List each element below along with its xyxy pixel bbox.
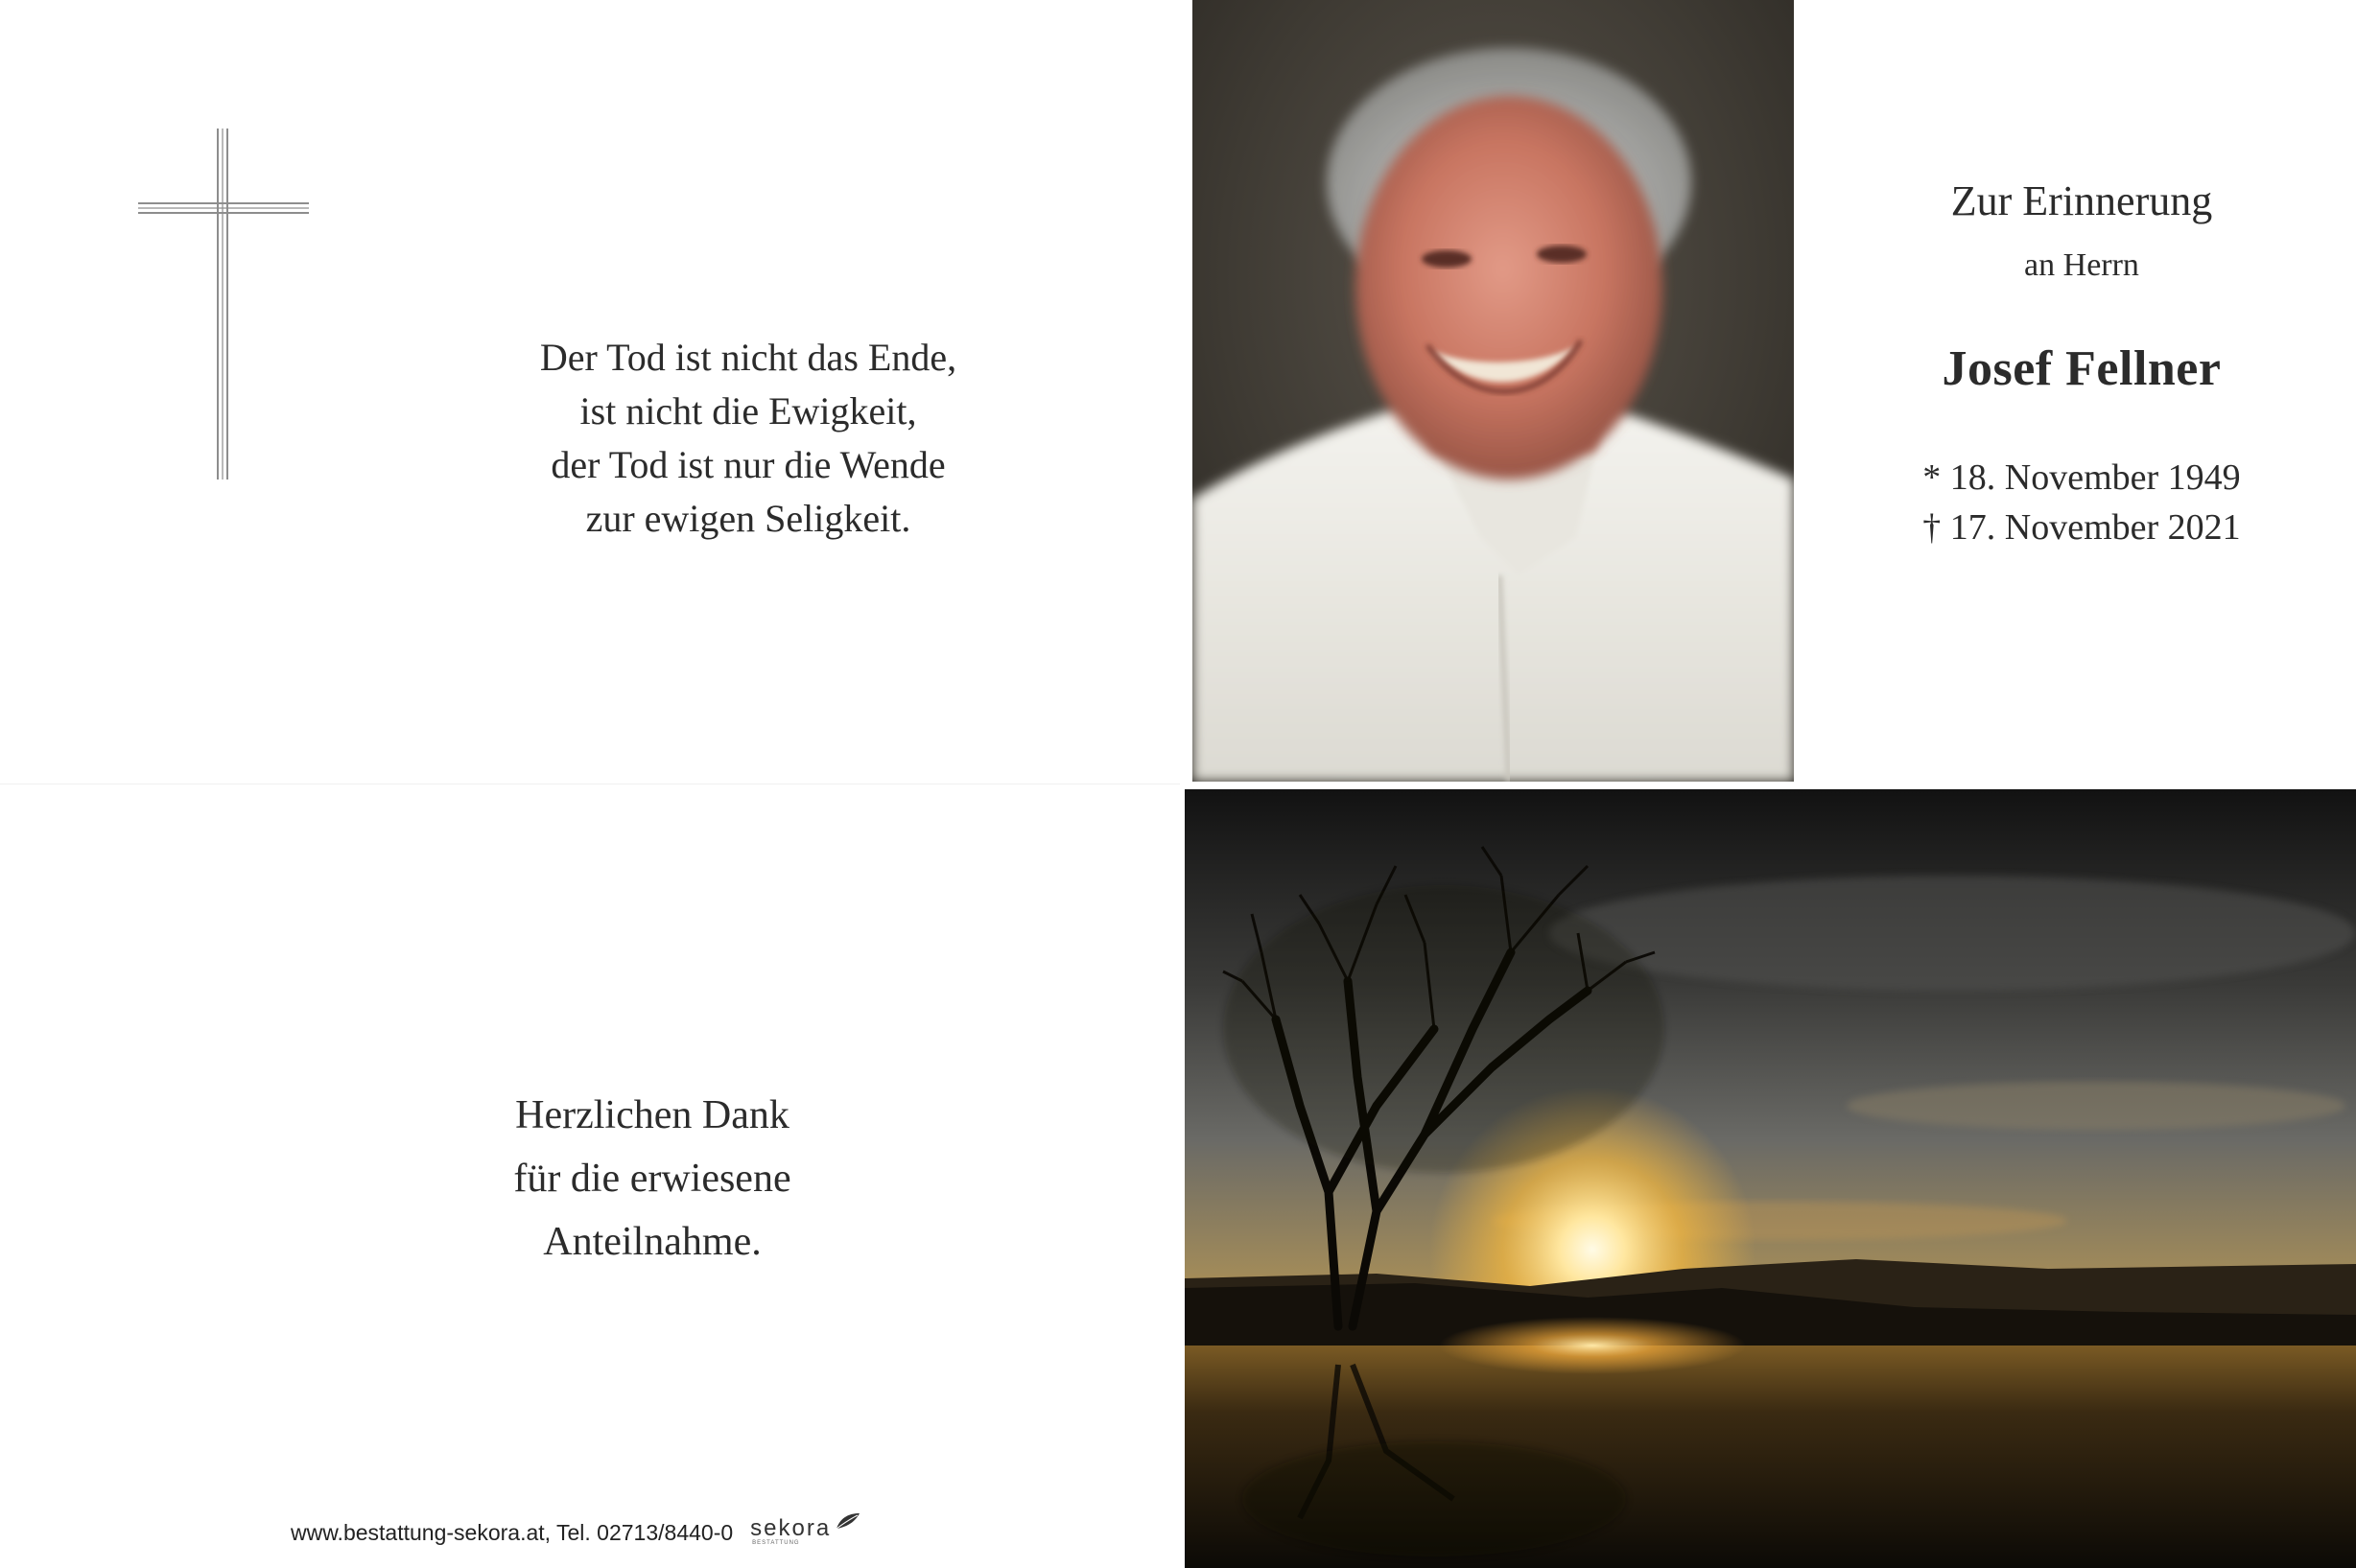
logo-word: sekora <box>750 1515 832 1541</box>
poem <box>460 331 1036 546</box>
footer-contact: www.bestattung-sekora.at, Tel. 02713/8440-0 <box>291 1519 734 1545</box>
thanks-message <box>384 1084 921 1274</box>
sekora-logo <box>750 1515 865 1550</box>
poem-line: ist nicht die Ewigkeit, <box>579 389 917 433</box>
sunset-photo <box>1185 789 2356 1568</box>
life-dates <box>1861 453 2302 552</box>
leaf-icon <box>835 1511 861 1533</box>
logo-sub: BESTATTUNG <box>752 1540 800 1546</box>
birth-date: * 18. November 1949 <box>1922 457 2241 498</box>
poem-line: Der Tod ist nicht das Ende, <box>539 336 957 379</box>
death-date: † 17. November 2021 <box>1922 507 2241 548</box>
memorial-subheading: an Herrn <box>2024 247 2139 283</box>
thanks-line: Anteilnahme. <box>543 1220 762 1264</box>
footer <box>291 1515 865 1550</box>
portrait-photo <box>1192 0 1794 782</box>
memorial-heading: Zur Erinnerung <box>1950 177 2213 224</box>
poem-line: der Tod ist nur die Wende <box>551 443 946 486</box>
person-name: Josef Fellner <box>1942 341 2222 396</box>
memorial-text <box>1861 173 2302 552</box>
thanks-line: Herzlichen Dank <box>515 1093 789 1137</box>
cross-icon <box>138 129 309 480</box>
poem-line: zur ewigen Seligkeit. <box>585 497 911 540</box>
thanks-line: für die erwiesene <box>513 1157 791 1201</box>
